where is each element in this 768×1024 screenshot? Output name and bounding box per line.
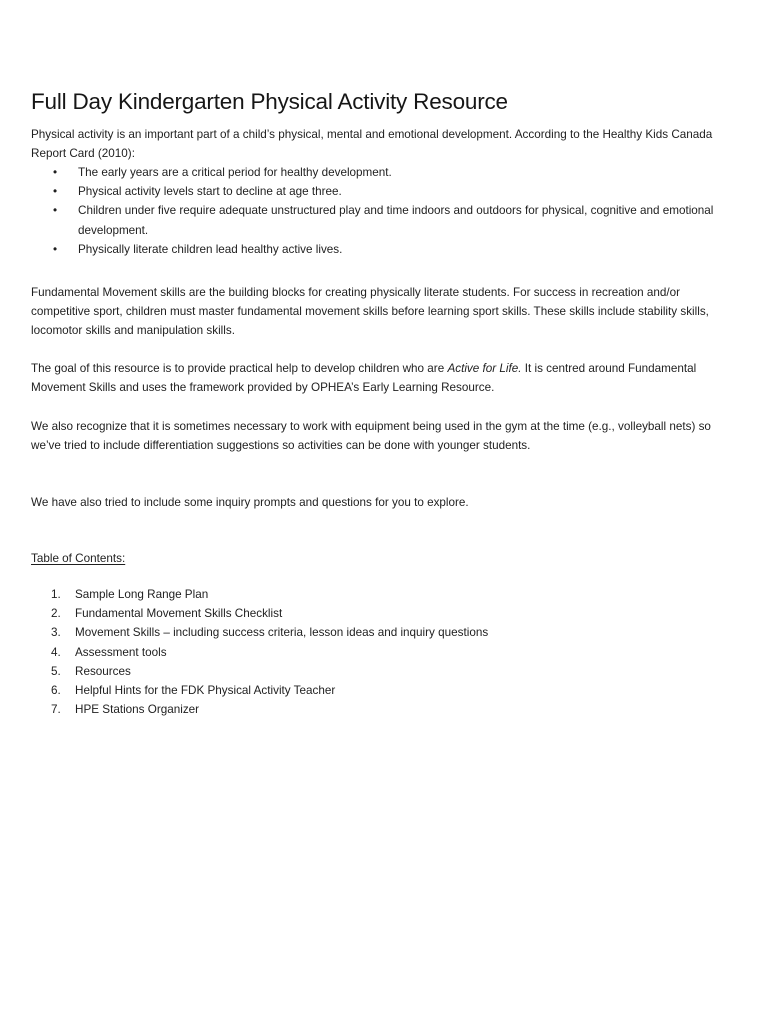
toc-item-label: HPE Stations Organizer [75,703,200,717]
goal-text-start: The goal of this resource is to provide practical help to develop children who are [31,362,448,375]
toc-item [31,585,488,604]
bullet-text: The early years are a critical period for healthy development. [78,166,392,179]
bullet-text: Physically literate children lead healthy active lives. [78,242,343,256]
toc-item-label: Fundamental Movement Skills Checklist [75,607,283,621]
toc-item-number: 6. [51,684,61,698]
inquiry-paragraph: We have also tried to include some inquiry prompts and questions for you to explore. [31,496,469,509]
toc-item [31,623,488,642]
toc-item-label: Sample Long Range Plan [75,588,209,601]
table-of-contents-heading: Table of Contents: [31,552,126,565]
intro-paragraph: Physical activity is an important part of a child’s physical, mental and emotional development. According to the Healthy Kids Canada Report Card (2010): [31,128,713,161]
document-title: Full Day Kindergarten Physical Activity Resource [31,89,508,115]
toc-item-number: 4. [51,645,61,659]
toc-item [31,662,488,681]
toc-item-number: 1. [51,588,61,601]
bullet-icon: • [53,204,58,218]
equipment-paragraph: We also recognize that it is sometimes necessary to work with equipment being used in the gym at the time (e.g., volleyball nets) so we’ve tried to include differentiation suggestions so activities can be done with younger students. [31,420,711,453]
toc-item [31,604,488,623]
bullet-item [31,240,721,259]
bullet-item [31,163,721,182]
toc-item [31,700,488,719]
toc-item-label: Helpful Hints for the FDK Physical Activity Teacher [75,684,336,698]
bullet-item [31,182,721,201]
report-card-bullet-list [31,163,721,259]
toc-item-label: Movement Skills – including success criteria, lesson ideas and inquiry questions [75,626,489,640]
bullet-icon: • [53,242,58,256]
toc-item-label: Resources [75,664,131,678]
toc-item-number: 7. [51,703,61,717]
goal-text-end: It is centred around Fundamental Movement Skills and uses the framework provided by OPHEA’s Early Learning Resource. [31,362,697,395]
toc-item-label: Assessment tools [75,645,167,659]
toc-item-number: 5. [51,664,61,678]
table-of-contents-list [31,585,488,719]
bullet-icon: • [53,185,58,199]
goal-emphasis: Active for Life. [447,362,522,375]
bullet-item [31,201,721,239]
toc-item [31,643,488,662]
toc-item [31,681,488,700]
toc-item-number: 2. [51,607,61,621]
bullet-text: Physical activity levels start to decline at age three. [78,185,342,199]
bullet-icon: • [53,166,58,179]
goal-paragraph [31,359,721,397]
fundamental-movement-paragraph: Fundamental Movement skills are the building blocks for creating physically literate students. For success in recreation and/or competitive sport, children must master fundamental movement skills before learning sport skills. These skills include stability skills, locomotor skills and manipulation skills. [31,286,709,338]
bullet-text: Children under five require adequate unstructured play and time indoors and outdoors for physical, cognitive and emotional development. [78,204,714,237]
toc-item-number: 3. [51,626,61,640]
